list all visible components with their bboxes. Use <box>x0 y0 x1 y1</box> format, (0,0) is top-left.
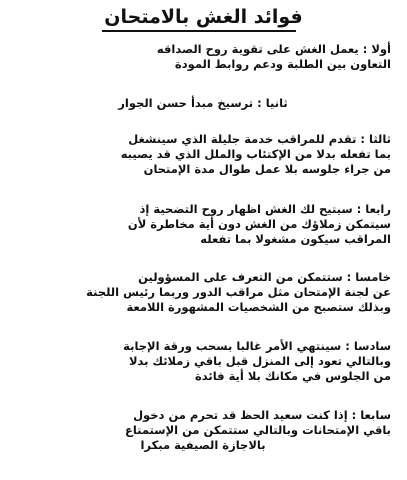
section-line: المراقب سيكون مشغولا بما تفعله <box>200 232 391 246</box>
section-line: وبالتالي تعود إلى المنزل قبل باقي زملائك بدلا <box>128 354 391 368</box>
section-line: باقي الإمتحانات وبالتالي ستتمكن من الإستمتاع <box>124 423 391 437</box>
section-first <box>15 42 391 72</box>
section-line: رابعا : سيتيح لك الغش اظهار روح التضحية إذ <box>139 202 391 216</box>
section-fourth <box>15 202 391 247</box>
section-line: سابعا : إذا كنت سعيد الحظ قد تحرم من دخول <box>133 408 391 422</box>
section-line: سيتمكن زملاؤك من الغش دون أية مخاطرة لأن <box>127 217 391 231</box>
section-fifth <box>15 270 391 315</box>
section-sixth <box>15 339 391 384</box>
section-line: من جراء جلوسه بلا عمل طوال مدة الإمتحان <box>143 162 391 176</box>
section-line: وبذلك ستصبح من الشخصيات المشهورة اللامعة <box>126 300 391 314</box>
document-title: فوائد الغش بالامتحان <box>104 6 303 28</box>
section-third <box>15 132 391 177</box>
section-line: التعاون بين الطلبة ودعم روابط المودة <box>174 57 391 71</box>
section-line: أولا : يعمل الغش على تقوية روح الصداقه <box>156 42 391 56</box>
title-underline <box>102 30 296 32</box>
section-line: بما تفعله بدلا من الإكتئاب والملل الذي قد يصيبه <box>120 147 391 161</box>
section-line: ثالثا : تقدم للمراقب خدمة جليلة الذي سينشغل <box>128 132 391 146</box>
section-seventh <box>15 408 391 453</box>
section-line: من الجلوس في مكانك بلا أية فائدة <box>194 369 391 383</box>
section-second <box>15 96 391 111</box>
section-line: بالاجازة الصيفية مبكرا <box>140 438 266 452</box>
section-line: عن لجنة الإمتحان مثل مراقب الدور وربما رئيس اللجنة <box>86 285 391 299</box>
section-line: خامسا : ستتمكن من التعرف على المسؤولين <box>138 270 391 284</box>
section-line: سادسا : سينتهي الأمر غالبا بسحب ورقة الإجابة <box>123 339 391 353</box>
section-line: ثانيا : ترسيخ مبدأ حسن الجوار <box>118 96 288 110</box>
